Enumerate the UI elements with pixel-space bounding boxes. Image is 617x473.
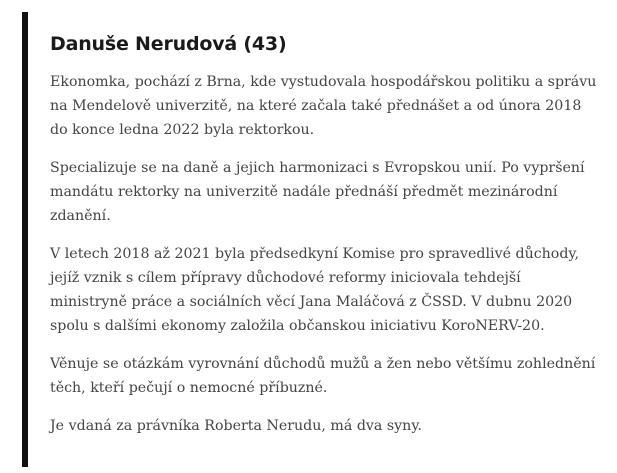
profile-paragraph-1: Ekonomka, pochází z Brna, kde vystudovala hospodářskou politiku a správu na Mendelově univerzitě, na které začala také přednášet a od února 2018 do konce ledna 2022 byla rektorkou. <box>50 74 597 138</box>
profile-paragraph-2: Specializuje se na daně a jejich harmonizaci s Evropskou unií. Po vypršení mandátu rektorky na univerzitě nadále přednáší předmět mezinárodní zdanění. <box>50 160 585 224</box>
profile-paragraph-5: Je vdaná za právníka Roberta Nerudu, má dva syny. <box>50 418 422 434</box>
profile-paragraph-4: Věnuje se otázkám vyrovnání důchodů mužů a žen nebo většímu zohlednění těch, kteří pečují o nemocné příbuzné. <box>50 356 596 396</box>
profile-heading: Danuše Nerudová (43) <box>50 33 287 55</box>
profile-box <box>22 12 612 467</box>
profile-paragraph-3: V letech 2018 až 2021 byla předsedkyní Komise pro spravedlivé důchody, jejíž vznik s cílem přípravy důchodové reformy iniciovala tehdejší ministryně práce a sociálních věcí Jana Maláčová z ČSSD. V dubnu 2020 spolu s dalšími ekonomy založila občanskou iniciativu KoroNERV-20. <box>50 246 580 334</box>
